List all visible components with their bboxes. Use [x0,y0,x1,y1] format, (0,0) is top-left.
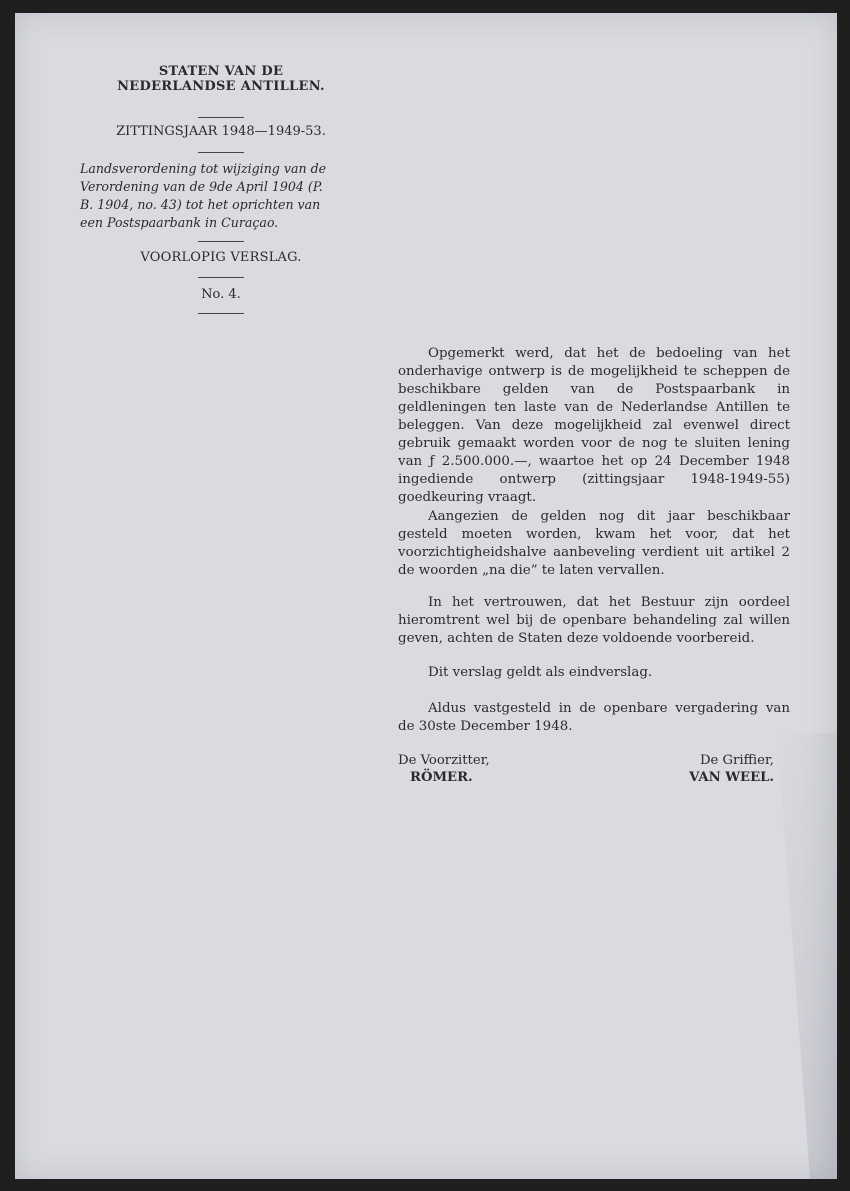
signature-chairman [398,752,490,786]
org-line-1: STATEN VAN DE [158,64,284,79]
bill-title-line-4: een Postspaarbank in Curaçao. [80,215,279,230]
divider-rule [198,117,244,118]
clerk-name: VAN WEEL. [689,770,774,785]
clerk-title: De Griffier, [699,753,774,768]
report-type: VOORLOPIG VERSLAG. [140,250,302,265]
bill-title-line-2: Verordening van de 9de April 1904 (P. [80,179,323,194]
paragraph-2: Aangezien de gelden nog dit jaar beschikbaar gesteld moeten worden, kwam het voor, dat het voorzichtigheidshalve aanbeveling verdient uit artikel 2 de woorden „na die” te laten vervallen. [398,509,790,578]
paragraph-3: In het vertrouwen, dat het Bestuur zijn oordeel hieromtrent wel bij de openbare behandeling zal willen geven, achten de Staten deze voldoende voorbereid. [398,595,790,646]
org-line-2: NEDERLANDSE ANTILLEN. [117,79,325,94]
bill-title-line-3: B. 1904, no. 43) tot het oprichten van [80,197,321,212]
paragraph-5: Aldus vastgesteld in de openbare vergadering van de 30ste December 1948. [398,701,790,734]
paragraph-1: Opgemerkt werd, dat het de bedoeling van het onderhavige ontwerp is de mogelijkheid te scheppen de beschikbare gelden van de Postspaarbank in geldleningen ten laste van de Nederlandse Antillen te beleggen. Van deze mogelijkheid zal evenwel direct gebruik gemaakt worden voor de nog te sluiten lening van ƒ 2.500.000.—, waartoe het op 24 December 1948 ingediende ontwerp (zittingsjaar 1948-1949-55) goedkeuring vraagt. [398,346,790,505]
divider-rule [198,277,244,278]
paragraph-4: Dit verslag geldt als eindverslag. [428,665,653,680]
divider-rule [198,313,244,314]
signature-clerk [678,752,774,786]
organization-heading [78,64,364,94]
paper-fold-shadow [777,733,837,1179]
session-year: ZITTINGSJAAR 1948—1949-53. [116,124,326,139]
chairman-name: RÖMER. [410,770,473,785]
report-number: No. 4. [201,287,241,302]
divider-rule [198,241,244,242]
divider-rule [198,152,244,153]
chairman-title: De Voorzitter, [398,753,490,768]
bill-title [80,160,364,232]
bill-title-line-1: Landsverordening tot wijziging van de [80,161,327,176]
